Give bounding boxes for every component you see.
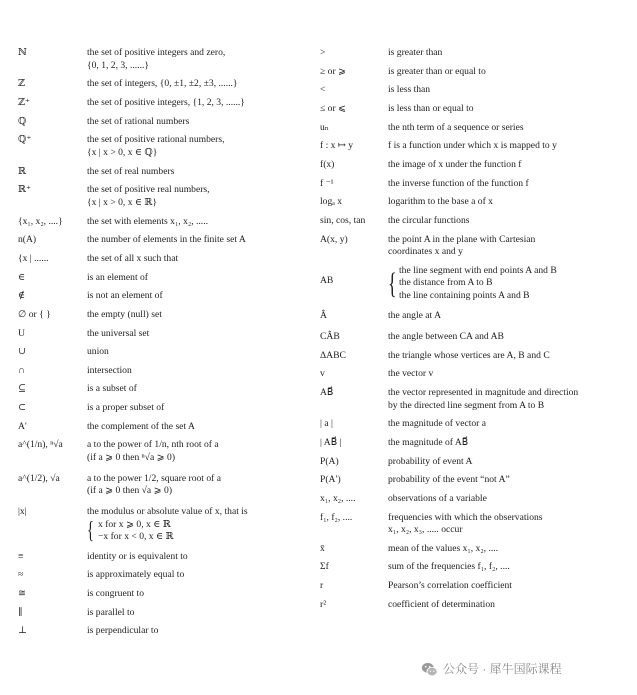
notation-description	[388, 66, 620, 79]
notation-description	[388, 122, 620, 135]
notation-description	[87, 346, 315, 359]
notation-symbol: ⊆	[18, 383, 27, 395]
notation-row	[320, 234, 620, 259]
notation-symbol: | a |	[320, 418, 333, 430]
notation-row	[18, 184, 318, 209]
description-line: is a proper subset of	[87, 402, 165, 414]
notation-row	[320, 140, 620, 153]
notation-symbol: f(x)	[320, 158, 335, 170]
description-line: {x | x > 0, x ∈ ℝ}	[87, 196, 157, 208]
notation-row	[18, 506, 318, 544]
notation-symbol: ⊥	[18, 625, 28, 637]
notation-row	[320, 561, 620, 574]
description-line: the angle at A	[388, 310, 442, 322]
notation-row	[18, 383, 318, 396]
notation-row	[18, 569, 318, 582]
notation-row	[320, 437, 620, 450]
notation-row	[18, 97, 318, 110]
notation-description	[388, 580, 620, 593]
notation-symbol: {x₁, x₂, ....}	[18, 215, 63, 227]
notation-symbol: >	[320, 47, 326, 58]
notation-symbol: Â	[320, 310, 327, 322]
notation-row	[18, 402, 318, 415]
watermark	[421, 661, 562, 678]
notation-symbol: ≅	[18, 587, 27, 599]
left-brace: {	[87, 517, 94, 544]
notation-symbol: logₐ x	[320, 196, 343, 208]
description-line: is parallel to	[87, 606, 135, 618]
description-line: a to the power 1/2, square root of a	[87, 472, 222, 484]
notation-symbol: ∥	[18, 606, 23, 618]
description-line: the set of positive integers, {1, 2, 3, ......}	[87, 96, 245, 108]
description-line: probability of event A	[388, 455, 473, 467]
notation-row	[18, 134, 318, 159]
notation-symbol: ∉	[18, 290, 26, 302]
notation-description	[87, 234, 315, 247]
description-line: union	[87, 346, 109, 358]
notation-symbol: f₁, f₂, ....	[320, 511, 353, 523]
notation-row	[18, 607, 318, 620]
notation-description	[87, 383, 315, 396]
notation-row	[18, 328, 318, 341]
notation-symbol: ∈	[18, 271, 26, 283]
notation-row	[320, 178, 620, 191]
notation-row	[320, 196, 620, 209]
description-line: is greater than	[388, 47, 443, 58]
notation-description	[388, 47, 620, 60]
notation-description	[388, 437, 620, 450]
description-line: (if a ⩾ 0 then √a ⩾ 0)	[87, 485, 173, 497]
notation-symbol: a^(1/n), ⁿ√a	[18, 439, 63, 451]
notation-symbol: ≈	[18, 569, 24, 581]
notation-description	[87, 365, 315, 378]
notation-symbol: CÂB	[320, 330, 340, 342]
notation-row	[18, 309, 318, 322]
notation-symbol: AB⃗	[320, 386, 334, 398]
cases-group	[388, 265, 620, 302]
description-line: logarithm to the base a of x	[388, 196, 493, 208]
notation-description	[87, 253, 315, 266]
notation-symbol: AB	[320, 274, 334, 286]
notation-row	[18, 272, 318, 285]
notation-description	[87, 309, 315, 322]
description-line: the image of x under the function f	[388, 158, 522, 170]
notation-symbol: <	[320, 84, 326, 96]
notation-symbol: P(A′)	[320, 474, 341, 486]
notation-row	[18, 216, 318, 229]
description-line: the empty (null) set	[87, 308, 162, 320]
description-line: the magnitude of AB⃗	[388, 436, 469, 448]
description-line: the set of integers, {0, ±1, ±2, ±3, ......}	[87, 78, 238, 90]
notation-row	[320, 350, 620, 363]
case-line: −x for x < 0, x ∈ ℝ	[98, 531, 174, 543]
description-line: the triangle whose vertices are A, B and C	[388, 349, 550, 361]
description-line: the set of real numbers	[87, 165, 175, 177]
wechat-icon	[421, 661, 438, 678]
description-line: the circular functions	[388, 214, 470, 226]
notation-description	[388, 140, 620, 153]
notation-description	[388, 474, 620, 487]
description-line: Pearson’s correlation coefficient	[388, 580, 512, 592]
notation-description	[388, 368, 620, 381]
notation-symbol: ≤ or ⩽	[320, 102, 347, 114]
description-line: the inverse function of the function f	[388, 177, 529, 189]
notation-description	[87, 184, 315, 209]
notation-row	[18, 78, 318, 91]
notation-description	[87, 625, 315, 638]
notation-description	[388, 84, 620, 97]
notation-description	[87, 607, 315, 620]
description-line: {x | x > 0, x ∈ ℚ}	[87, 146, 158, 158]
description-line: the set of positive rational numbers,	[87, 134, 225, 146]
notation-row	[320, 265, 620, 302]
notation-description	[388, 196, 620, 209]
notation-symbol: A′	[18, 420, 28, 432]
notation-symbol: ΔABC	[320, 349, 346, 361]
notation-symbol: U	[18, 327, 25, 339]
description-line: the angle between CA and AB	[388, 330, 504, 342]
description-line: the vector represented in magnitude and direction	[388, 386, 579, 398]
notation-symbol: r	[320, 580, 324, 592]
notation-row	[320, 418, 620, 431]
notation-description	[388, 331, 620, 344]
cases-group	[87, 519, 315, 544]
description-line: frequencies with which the observations	[388, 511, 543, 523]
notation-symbol: {x | ......	[18, 252, 49, 264]
description-line: the vector v	[388, 368, 434, 380]
notation-row	[320, 493, 620, 506]
notation-symbol: f ⁻¹	[320, 177, 334, 189]
notation-row	[320, 368, 620, 381]
case-line: the line containing points A and B	[399, 289, 530, 301]
notation-description	[388, 159, 620, 172]
notation-row	[18, 234, 318, 247]
notation-description	[388, 103, 620, 116]
description-line: intersection	[87, 364, 132, 376]
description-line: is congruent to	[87, 587, 145, 599]
notation-row	[320, 543, 620, 556]
notation-description	[87, 421, 315, 434]
notation-row	[18, 166, 318, 179]
notation-description	[87, 97, 315, 110]
description-line: the set of all x such that	[87, 252, 179, 264]
case-line: the line segment with end points A and B	[399, 264, 557, 276]
notation-description	[388, 350, 620, 363]
notation-description	[87, 134, 315, 159]
description-line: the set of positive integers and zero,	[87, 47, 226, 58]
notation-row	[18, 625, 318, 638]
notation-symbol: ≥ or ⩾	[320, 65, 347, 77]
notation-description	[87, 47, 315, 72]
notation-symbol: ≡	[18, 550, 24, 562]
notation-description	[388, 493, 620, 506]
description-line: probability of the event “not A”	[388, 474, 510, 486]
notation-symbol: ∩	[18, 364, 25, 376]
description-line: by the directed line segment from A to B	[388, 399, 545, 411]
notation-row	[320, 331, 620, 344]
description-line: sum of the frequencies f₁, f₂, ....	[388, 561, 510, 573]
notation-symbol: ℚ⁺	[18, 134, 32, 146]
notation-row	[18, 116, 318, 129]
description-line: the point A in the plane with Cartesian	[388, 233, 536, 245]
notation-symbol: A(x, y)	[320, 233, 348, 245]
notation-row	[320, 310, 620, 323]
notation-description	[87, 272, 315, 285]
description-line: a to the power of 1/n, nth root of a	[87, 439, 219, 451]
notation-row	[18, 473, 318, 498]
case-line: the distance from A to B	[399, 277, 493, 289]
description-line: is not an element of	[87, 290, 163, 302]
notation-symbol: ℕ	[18, 47, 27, 58]
notation-symbol: ∪	[18, 346, 27, 358]
description-line: identity or is equivalent to	[87, 550, 188, 562]
notation-symbol: Σf	[320, 561, 329, 573]
notation-row	[18, 365, 318, 378]
notation-symbol: ℝ⁺	[18, 184, 32, 196]
description-line: is an element of	[87, 271, 149, 283]
notation-symbol: n(A)	[18, 234, 37, 246]
notation-description	[388, 178, 620, 191]
description-line: observations of a variable	[388, 492, 487, 504]
notation-symbol: P(A)	[320, 455, 339, 467]
notation-description	[388, 310, 620, 323]
notation-row	[18, 346, 318, 359]
notation-row	[320, 512, 620, 537]
description-line: the modulus or absolute value of x, that is	[87, 506, 248, 518]
notation-symbol: ℤ⁺	[18, 96, 31, 108]
notation-description	[87, 506, 315, 544]
notation-description	[388, 234, 620, 259]
notation-description	[87, 166, 315, 179]
description-line: the complement of the set A	[87, 420, 195, 432]
notation-description	[87, 328, 315, 341]
notation-symbol: ∅ or { }	[18, 308, 51, 320]
description-line: {0, 1, 2, 3, ......}	[87, 59, 149, 71]
notation-row	[320, 84, 620, 97]
notation-symbol: ⊂	[18, 402, 27, 414]
notation-row	[320, 456, 620, 469]
notation-symbol: sin, cos, tan	[320, 214, 366, 226]
notation-row	[320, 599, 620, 612]
notation-row	[320, 103, 620, 116]
case-line: x for x ⩾ 0, x ∈ ℝ	[98, 518, 171, 530]
notation-row	[320, 159, 620, 172]
notation-symbol: ℤ	[18, 78, 26, 90]
description-line: is less than	[388, 84, 431, 96]
notation-description	[87, 473, 315, 498]
notation-symbol: x₁, x₂, ....	[320, 492, 356, 504]
notation-description	[87, 116, 315, 129]
description-line: the magnitude of vector a	[388, 418, 487, 430]
notation-description	[87, 551, 315, 564]
notation-description	[388, 512, 620, 537]
description-line: the nth term of a sequence or series	[388, 121, 524, 133]
notation-row	[18, 439, 318, 464]
description-line: the number of elements in the finite set A	[87, 234, 246, 246]
notation-symbol: uₙ	[320, 121, 329, 133]
watermark-text: 公众号 · 犀牛国际课程	[443, 661, 562, 676]
notation-row	[320, 474, 620, 487]
notation-description	[388, 215, 620, 228]
notation-row	[18, 551, 318, 564]
left-notation-column	[18, 47, 318, 644]
notation-symbol: f : x ↦ y	[320, 140, 354, 152]
notation-description	[388, 265, 620, 302]
description-line: the set with elements x₁, x₂, .....	[87, 215, 208, 227]
description-line: coefficient of determination	[388, 598, 495, 610]
notation-row	[320, 580, 620, 593]
notation-description	[388, 543, 620, 556]
notation-row	[320, 387, 620, 412]
description-line: is greater than or equal to	[388, 65, 486, 77]
notation-description	[87, 569, 315, 582]
description-line: is perpendicular to	[87, 625, 159, 637]
description-line: the set of positive real numbers,	[87, 184, 210, 196]
description-line: mean of the values x₁, x₂, ....	[388, 542, 499, 554]
description-line: f is a function under which x is mapped to y	[388, 140, 557, 152]
description-line: (if a ⩾ 0 then ⁿ√a ⩾ 0)	[87, 452, 176, 464]
notation-row	[18, 47, 318, 72]
notation-symbol: ℝ	[18, 165, 26, 177]
notation-symbol: a^(1/2), √a	[18, 472, 60, 484]
notation-description	[87, 439, 315, 464]
notation-symbol: r²	[320, 598, 327, 610]
notation-row	[18, 253, 318, 266]
description-line: coordinates x and y	[388, 246, 463, 258]
left-brace: {	[388, 266, 397, 300]
description-line: is less than or equal to	[388, 102, 474, 114]
notation-description	[87, 402, 315, 415]
notation-description	[87, 216, 315, 229]
description-line: is approximately equal to	[87, 569, 185, 581]
notation-description	[388, 561, 620, 574]
description-line: is a subset of	[87, 383, 137, 395]
notation-symbol: |x|	[18, 506, 27, 518]
notation-row	[320, 66, 620, 79]
description-line: the universal set	[87, 327, 150, 339]
description-line: x₁, x₂, x₃, ..... occur	[388, 524, 463, 536]
notation-symbol: ℚ	[18, 115, 27, 127]
notation-description	[87, 588, 315, 601]
right-notation-column	[320, 47, 620, 617]
notation-description	[388, 599, 620, 612]
notation-row	[320, 47, 620, 60]
notation-row	[18, 421, 318, 434]
notation-symbol: v	[320, 368, 325, 380]
notation-symbol: | AB⃗ |	[320, 436, 342, 448]
notation-description	[388, 456, 620, 469]
notation-description	[388, 418, 620, 431]
notation-row	[18, 588, 318, 601]
notation-row	[18, 290, 318, 303]
notation-row	[320, 122, 620, 135]
notation-symbol: x̄	[320, 542, 325, 554]
notation-description	[87, 290, 315, 303]
notation-row	[320, 215, 620, 228]
notation-description	[388, 387, 620, 412]
description-line: the set of rational numbers	[87, 115, 190, 127]
notation-description	[87, 78, 315, 91]
